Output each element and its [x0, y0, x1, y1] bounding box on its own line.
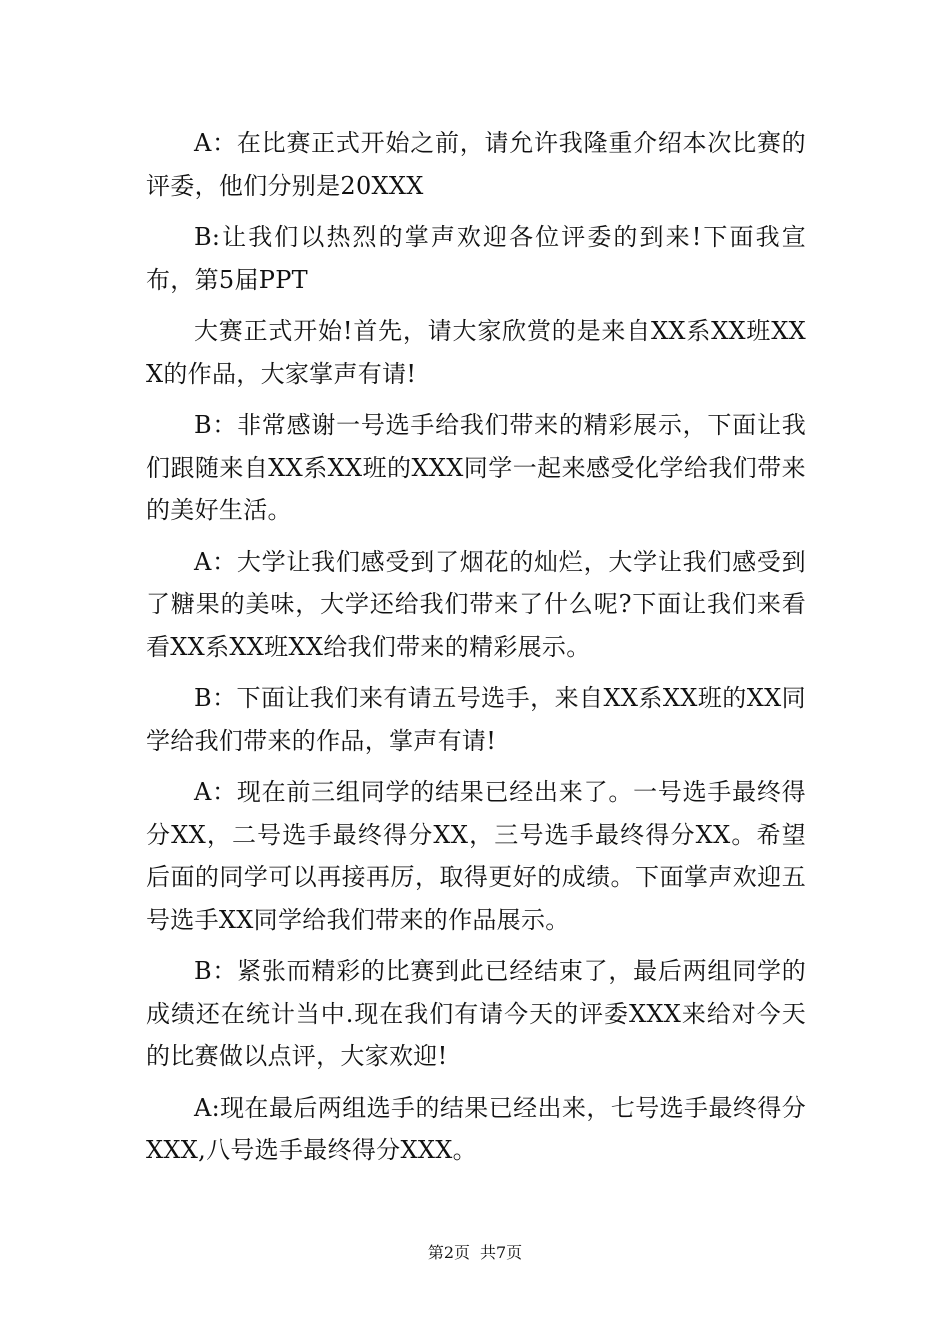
document-body	[146, 122, 806, 1181]
page-footer	[0, 1241, 950, 1265]
paragraph: A：在比赛正式开始之前，请允许我隆重介绍本次比赛的评委，他们分别是20XXX	[146, 129, 806, 200]
paragraph: A：现在前三组同学的结果已经出来了。一号选手最终得分XX，二号选手最终得分XX，三号选手最终得分XX。希望后面的同学可以再接再厉，取得更好的成绩。下面掌声欢迎五号选手XX同学给我们带来的作品展示。	[146, 778, 806, 934]
paragraph: B：紧张而精彩的比赛到此已经结束了，最后两组同学的成绩还在统计当中.现在我们有请今天的评委XXX来给对今天的比赛做以点评，大家欢迎!	[146, 957, 806, 1070]
paragraph: A:现在最后两组选手的结果已经出来，七号选手最终得分XXX,八号选手最终得分XXX。	[146, 1093, 806, 1164]
page-number-total: 共7页	[480, 1243, 523, 1262]
paragraph: B：下面让我们来有请五号选手，来自XX系XX班的XX同学给我们带来的作品，掌声有请!	[146, 684, 806, 755]
page-number-current: 第2页	[427, 1243, 470, 1262]
paragraph: A：大学让我们感受到了烟花的灿烂，大学让我们感受到了糖果的美味，大学还给我们带来了什么呢?下面让我们来看看XX系XX班XX给我们带来的精彩展示。	[146, 547, 806, 661]
paragraph: B：非常感谢一号选手给我们带来的精彩展示，下面让我们跟随来自XX系XX班的XXX同学一起来感受化学给我们带来的美好生活。	[146, 411, 806, 524]
paragraph: B:让我们以热烈的掌声欢迎各位评委的到来!下面我宣布，第5届PPT	[146, 223, 806, 294]
paragraph: 大赛正式开始!首先，请大家欣赏的是来自XX系XX班XXX的作品，大家掌声有请!	[146, 317, 806, 388]
